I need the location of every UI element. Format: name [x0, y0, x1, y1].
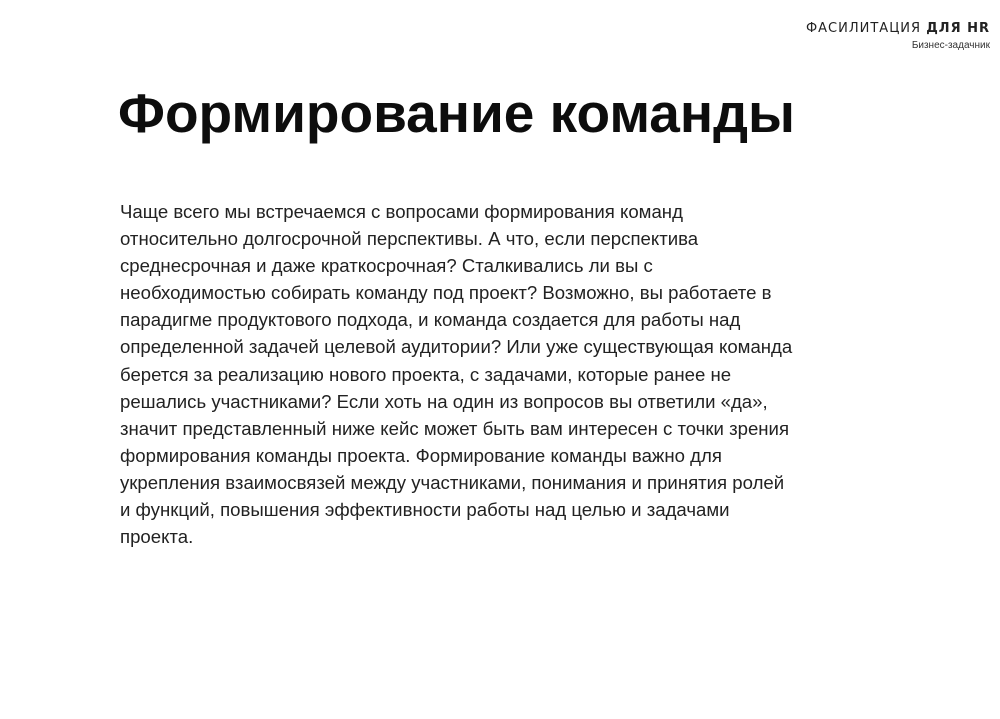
paragraph-line: берется за реализацию нового проекта, с задачами, которые ранее не	[120, 363, 732, 385]
page-title: Формирование команды	[118, 82, 795, 144]
paragraph-line: Чаще всего мы встречаемся с вопросами формирования команд	[120, 201, 683, 222]
paragraph-line: парадигме продуктового подхода, и команда создается для работы над	[120, 309, 741, 331]
brand-title	[806, 22, 990, 35]
paragraph-line: решались участниками? Если хоть на один из вопросов вы ответили «да»,	[120, 390, 768, 412]
brand-title-main: ФАСИЛИТАЦИЯ	[805, 21, 922, 36]
body-paragraph	[120, 198, 850, 550]
paragraph-line: относительно долгосрочной перспективы. А что, если перспектива	[120, 228, 699, 250]
paragraph-line: значит представленный ниже кейс может быть вам интересен с точки зрения	[120, 417, 790, 439]
brand-header	[806, 22, 990, 51]
paragraph-line: формирования команды проекта. Формирование команды важно для	[120, 444, 722, 466]
paragraph-line: определенной задачей целевой аудитории? Или уже существующая команда	[120, 336, 793, 358]
brand-subtitle: Бизнес-задачник	[911, 40, 990, 51]
paragraph-line: укрепления взаимосвязей между участниками, понимания и принятия ролей	[120, 471, 785, 493]
brand-title-bold: ДЛЯ HR	[926, 21, 990, 36]
paragraph-line: и функций, повышения эффективности работы над целью и задачами	[120, 499, 730, 521]
paragraph-line: проекта.	[120, 526, 194, 548]
paragraph-line: среднесрочная и даже краткосрочная? Сталкивались ли вы с	[120, 255, 653, 277]
paragraph-line: необходимостью собирать команду под проект? Возможно, вы работаете в	[120, 282, 772, 304]
